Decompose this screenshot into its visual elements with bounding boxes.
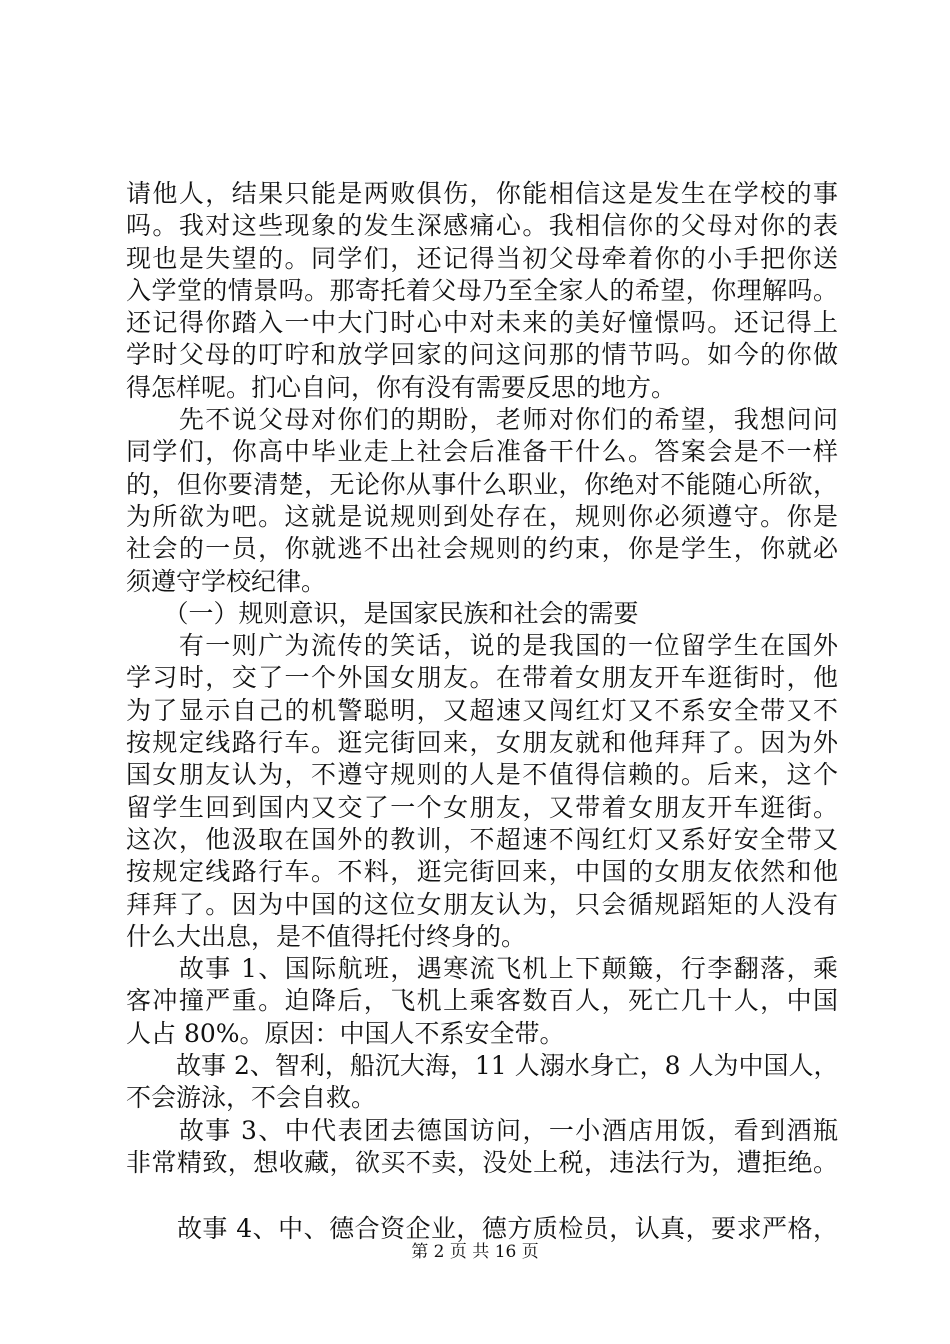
text-line: 入学堂的情景吗。那寄托着父母乃至全家人的希望，你理解吗。	[126, 275, 838, 305]
text-line: 得怎样呢。扪心自问，你有没有需要反思的地方。	[126, 372, 677, 402]
body-text	[126, 178, 838, 1246]
text-line: 的，但你要清楚，无论你从事什么职业，你绝对不能随心所欲，	[126, 469, 838, 499]
text-line: 非常精致，想收藏，欲买不卖，没处上税，违法行为，遭拒绝。	[126, 1147, 838, 1177]
text-line: 请他人，结果只能是两败俱伤，你能相信这是发生在学校的事	[126, 179, 838, 208]
text-line: 现也是失望的。同学们，还记得当初父母牵着你的小手把你送	[126, 243, 838, 273]
text-line: 同学们，你高中毕业走上社会后准备干什么。答案会是不一样	[126, 437, 838, 467]
text-line: 人占 80%。原因：中国人不系安全带。	[126, 1018, 565, 1048]
text-line: 故事 1、国际航班，遇寒流飞机上下颠簸，行李翻落，乘	[126, 954, 838, 984]
text-line: 学习时，交了一个外国女朋友。在带着女朋友开车逛街时，他	[126, 663, 838, 693]
text-line: 为所欲为吧。这就是说规则到处存在，规则你必须遵守。你是	[126, 501, 838, 531]
text-line: 按规定线路行车。不料，逛完街回来，中国的女朋友依然和他	[126, 857, 838, 887]
text-line: 故事 3、中代表团去德国访问，一小酒店用饭，看到酒瓶	[126, 1115, 838, 1145]
text-line: 故事 4、中、德合资企业，德方质检员，认真，要求严格，	[126, 1214, 838, 1244]
text-line: 什么大出息，是不值得托付终身的。	[126, 921, 527, 951]
text-line: 拜拜了。因为中国的这位女朋友认为，只会循规蹈矩的人没有	[126, 889, 838, 919]
text-line: 留学生回到国内又交了一个女朋友，又带着女朋友开车逛街。	[126, 792, 838, 822]
text-line: 须遵守学校纪律。	[126, 566, 327, 596]
text-line: 国女朋友认为，不遵守规则的人是不值得信赖的。后来，这个	[126, 760, 838, 790]
text-line: 社会的一员，你就逃不出社会规则的约束，你是学生，你就必	[126, 534, 838, 564]
text-line: 这次，他汲取在国外的教训，不超速不闯红灯又系好安全带又	[126, 824, 838, 854]
text-line: 故事 2、智利，船沉大海，11 人溺水身亡，8 人为中国人，	[126, 1051, 838, 1081]
section-heading: （一）规则意识，是国家民族和社会的需要	[126, 598, 639, 628]
text-line: 有一则广为流传的笑话，说的是我国的一位留学生在国外	[126, 631, 838, 661]
text-line: 不会游泳，不会自救。	[126, 1083, 377, 1113]
text-line: 吗。我对这些现象的发生深感痛心。我相信你的父母对你的表	[126, 211, 838, 241]
text-line: 先不说父母对你们的期盼，老师对你们的希望，我想问问	[126, 405, 838, 435]
page-number: 第 2 页 共 16 页	[411, 1242, 539, 1262]
text-line: 学时父母的叮咛和放学回家的问这问那的情节吗。如今的你做	[126, 340, 838, 370]
text-line: 为了显示自己的机警聪明，又超速又闯红灯又不系安全带又不	[126, 695, 838, 725]
text-line: 还记得你踏入一中大门时心中对未来的美好憧憬吗。还记得上	[126, 308, 838, 338]
text-line: 客冲撞严重。迫降后，飞机上乘客数百人，死亡几十人，中国	[126, 986, 838, 1016]
text-line: 按规定线路行车。逛完街回来，女朋友就和他拜拜了。因为外	[126, 728, 838, 758]
